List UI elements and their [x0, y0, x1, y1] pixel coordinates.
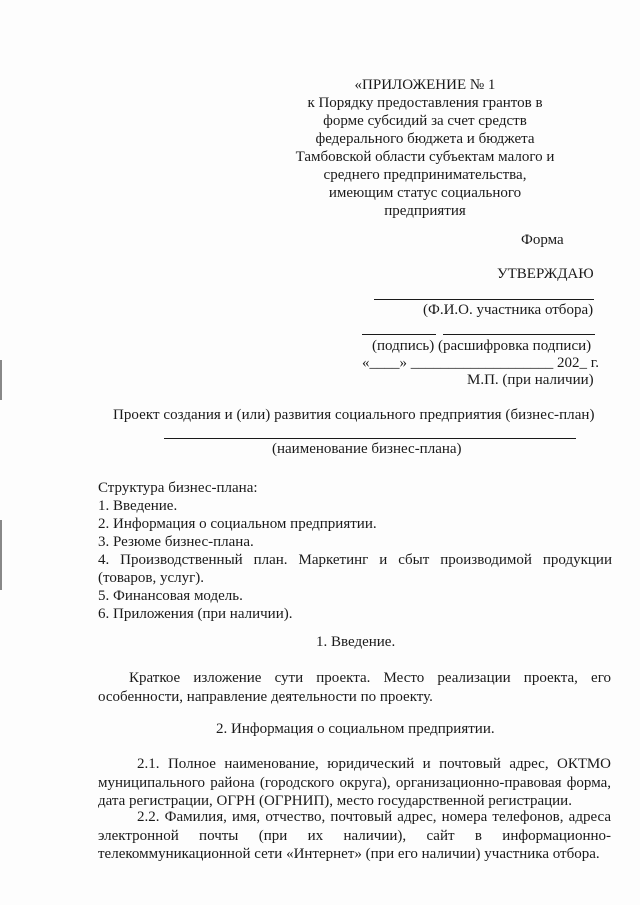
appendix-line: имеющим статус социального [328, 185, 522, 201]
structure-item: 2. Информация о социальном предприятии. [98, 516, 377, 532]
structure-item: 5. Финансовая модель. [98, 588, 243, 604]
project-title: Проект создания и (или) развития социального предприятия (бизнес-план) [113, 407, 595, 423]
date-line: «____» ___________________ 202_ г. [362, 355, 599, 371]
appendix-line: предприятия [384, 203, 466, 219]
name-signature-line [374, 299, 594, 300]
approval-title: УТВЕРЖДАЮ [497, 266, 594, 282]
appendix-line: Тамбовской области субъектам малого и [295, 149, 555, 165]
signature-line [362, 334, 436, 335]
appendix-line: форме субсидий за счет средств [323, 113, 527, 129]
signature-decoding-line [443, 334, 595, 335]
appendix-line: «ПРИЛОЖЕНИЕ № 1 [354, 77, 496, 93]
appendix-header [290, 76, 560, 220]
section-intro-heading: 1. Введение. [316, 634, 396, 650]
scan-edge-mark [0, 360, 2, 400]
structure-item: 6. Приложения (при наличии). [98, 606, 293, 622]
appendix-line: федерального бюджета и бюджета [315, 131, 535, 147]
section-info-paragraph-2: 2.2. Фамилия, имя, отчество, почтовый адрес, номера телефонов, адреса электронной почты (при их наличии), сайт в информационно-телекоммуникационной сети «Интернет» (при его наличии) участника отбора. [98, 809, 611, 862]
project-name-line [164, 438, 576, 439]
seal-caption: М.П. (при наличии) [467, 372, 594, 388]
scan-edge-mark [0, 520, 2, 590]
name-caption: (Ф.И.О. участника отбора) [423, 302, 594, 318]
section-info-paragraph-1: 2.1. Полное наименование, юридический и почтовый адрес, ОКТМО муниципального района (городского округа), организационно-правовая форма, дата регистрации, ОГРН (ОГРНИП), место государственной регистрации. [98, 756, 611, 809]
project-name-caption: (наименование бизнес-плана) [272, 441, 462, 457]
structure-item: 1. Введение. [98, 498, 178, 514]
section-intro-text: Краткое изложение сути проекта. Место реализации проекта, его особенности, направление деятельности по проекту. [98, 670, 611, 705]
structure-item: 4. Производственный план. Маркетинг и сбыт производимой продукции [98, 552, 612, 568]
structure-list [98, 479, 612, 623]
structure-item: 3. Резюме бизнес-плана. [98, 534, 254, 550]
structure-heading: Структура бизнес-плана: [98, 480, 258, 496]
structure-item: (товаров, услуг). [98, 570, 205, 586]
appendix-line: среднего предпринимательства, [323, 167, 527, 183]
form-label: Форма [521, 232, 564, 248]
section-info-heading: 2. Информация о социальном предприятии. [216, 721, 495, 737]
signature-caption: (подпись) (расшифровка подписи) [372, 338, 592, 354]
appendix-line: к Порядку предоставления грантов в [307, 95, 543, 111]
